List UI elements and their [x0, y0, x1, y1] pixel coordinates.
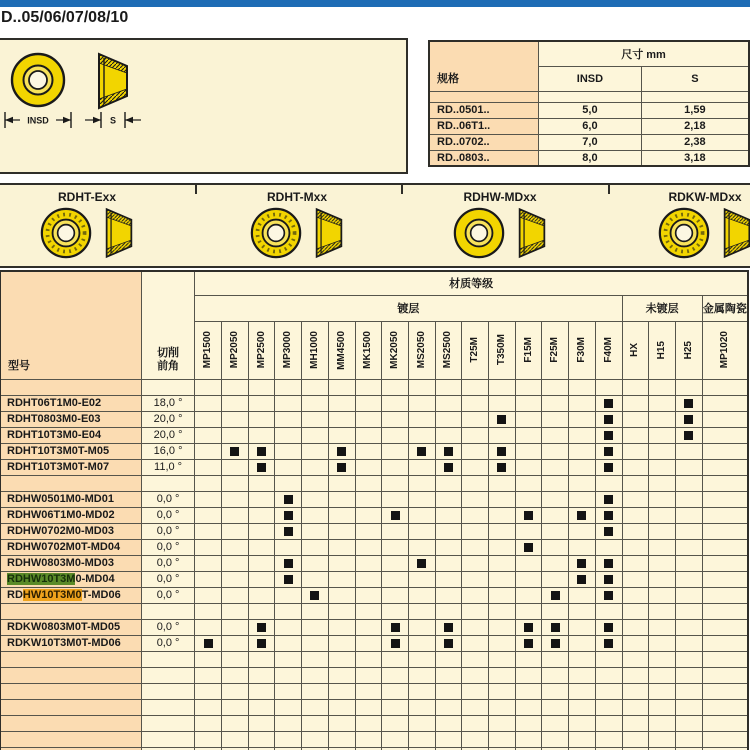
- grade-column-header-f25m: F25M: [542, 321, 569, 379]
- grade-column-header-mm4500: MM4500: [328, 321, 355, 379]
- grade-row: [0, 507, 748, 523]
- grade-row: [0, 555, 748, 571]
- rake-column-header: 切削 前角: [141, 271, 194, 379]
- availability-square: [604, 591, 613, 600]
- section-divider: [401, 185, 403, 194]
- s-dimension-arrow: [84, 112, 142, 133]
- availability-square: [284, 495, 293, 504]
- availability-square: [284, 511, 293, 520]
- grade-column-header-ms2500: MS2500: [435, 321, 462, 379]
- grade-column-header-h15: H15: [649, 321, 676, 379]
- model-cell: RDHT0803M0-E03: [0, 411, 141, 427]
- rake-angle-cell: 20,0 °: [141, 427, 194, 443]
- insert-type-section: [630, 190, 750, 259]
- insd-column-header: INSD: [539, 66, 642, 91]
- size-table-row: RD..06T1.. 6,0 2,18: [429, 118, 749, 134]
- model-cell: RDHT10T3M0T-M05: [0, 443, 141, 459]
- availability-square: [417, 447, 426, 456]
- grade-row: [0, 427, 748, 443]
- section-divider: [608, 185, 610, 194]
- availability-square: [337, 447, 346, 456]
- insert-side-view-drawing: [96, 52, 130, 115]
- empty-row: [0, 683, 748, 699]
- rake-angle-cell: [141, 715, 194, 731]
- grade-column-header-hx: HX: [622, 321, 649, 379]
- availability-square: [604, 495, 613, 504]
- model-cell: [0, 715, 141, 731]
- availability-square: [604, 639, 613, 648]
- dimension-header: 尺寸 mm: [539, 41, 749, 66]
- top-view-shape: [658, 207, 710, 259]
- model-cell: RDKW10T3M0T-MD06: [0, 635, 141, 651]
- grade-row: [0, 523, 748, 539]
- rake-angle-cell: 0,0 °: [141, 539, 194, 555]
- insert-type-drawing: [222, 207, 372, 259]
- model-column-header: 型号: [0, 271, 141, 379]
- orange-search-highlight: HW10T3M0: [22, 589, 82, 601]
- grade-row: [0, 571, 748, 587]
- size-table-row: RD..0702.. 7,0 2,38: [429, 134, 749, 150]
- availability-square: [604, 463, 613, 472]
- availability-square: [257, 463, 266, 472]
- top-view-shape: [10, 52, 66, 108]
- insert-top-view-drawing: [10, 52, 66, 113]
- availability-square: [604, 399, 613, 408]
- availability-square: [604, 431, 613, 440]
- rake-angle-cell: 0,0 °: [141, 555, 194, 571]
- side-view-shape: [314, 207, 344, 259]
- availability-square: [684, 415, 693, 424]
- insd-dimension-arrow: [4, 112, 72, 133]
- grade-row: [0, 635, 748, 651]
- availability-square: [577, 575, 586, 584]
- rake-angle-cell: 0,0 °: [141, 507, 194, 523]
- insert-type-label: RDHT-Exx: [57, 190, 116, 204]
- insert-types-band: [0, 183, 750, 268]
- s-column-header: S: [641, 66, 749, 91]
- page-title: D..05/06/07/08/10: [1, 9, 129, 26]
- availability-square: [577, 511, 586, 520]
- availability-square: [257, 447, 266, 456]
- top-view-shape: [453, 207, 505, 259]
- availability-square: [391, 511, 400, 520]
- grade-column-header-t350m: T350M: [489, 321, 516, 379]
- size-table: [428, 40, 750, 167]
- model-cell: RDHW0702M0T-MD04: [0, 539, 141, 555]
- insert-type-section: [222, 190, 372, 259]
- model-cell: RDHW0501M0-MD01: [0, 491, 141, 507]
- svg-text:INSD: INSD: [27, 115, 49, 126]
- availability-square: [257, 639, 266, 648]
- insert-type-label: RDKW-MDxx: [668, 190, 742, 204]
- model-cell: [0, 683, 141, 699]
- availability-square: [684, 399, 693, 408]
- availability-square: [551, 623, 560, 632]
- empty-row: [0, 603, 748, 619]
- rake-angle-cell: [141, 731, 194, 747]
- rake-angle-cell: 0,0 °: [141, 491, 194, 507]
- uncoated-header: 未镀层: [622, 295, 702, 321]
- rake-angle-cell: [141, 667, 194, 683]
- rake-angle-cell: 20,0 °: [141, 411, 194, 427]
- model-cell: [0, 603, 141, 619]
- availability-square: [337, 463, 346, 472]
- rake-angle-cell: 0,0 °: [141, 619, 194, 635]
- availability-square: [524, 511, 533, 520]
- grade-column-header-mk2050: MK2050: [382, 321, 409, 379]
- availability-square: [524, 623, 533, 632]
- model-cell: RDHW10T3M0-MD04: [0, 571, 141, 587]
- empty-row: [0, 475, 748, 491]
- coated-header: 镀层: [195, 295, 622, 321]
- empty-row: [0, 731, 748, 747]
- rake-angle-cell: [141, 699, 194, 715]
- grade-column-header-f40m: F40M: [595, 321, 622, 379]
- grade-row: [0, 411, 748, 427]
- availability-square: [284, 575, 293, 584]
- availability-square: [444, 447, 453, 456]
- availability-square: [604, 511, 613, 520]
- top-view-shape: [40, 207, 92, 259]
- availability-square: [444, 639, 453, 648]
- availability-square: [551, 591, 560, 600]
- insert-type-drawing: [425, 207, 575, 259]
- grade-row: [0, 539, 748, 555]
- grade-group-header: 材质等级: [195, 271, 748, 295]
- top-accent-bar: [0, 0, 750, 7]
- model-cell: RDHT10T3M0-E04: [0, 427, 141, 443]
- rake-angle-cell: [141, 651, 194, 667]
- availability-square: [604, 447, 613, 456]
- availability-square: [391, 623, 400, 632]
- model-cell: RDKW0803M0T-MD05: [0, 619, 141, 635]
- rake-angle-cell: [141, 475, 194, 491]
- rake-angle-cell: [141, 683, 194, 699]
- availability-square: [524, 543, 533, 552]
- availability-square: [604, 559, 613, 568]
- grade-row: [0, 619, 748, 635]
- availability-square: [497, 447, 506, 456]
- availability-square: [497, 415, 506, 424]
- grade-column-header-mk1500: MK1500: [355, 321, 382, 379]
- insert-type-section: [425, 190, 575, 259]
- rake-angle-cell: 0,0 °: [141, 571, 194, 587]
- grade-column-header-mh1000: MH1000: [302, 321, 329, 379]
- model-cell: RDHT06T1M0-E02: [0, 395, 141, 411]
- empty-row: [0, 699, 748, 715]
- empty-row: [0, 651, 748, 667]
- cermet-header: 金属陶瓷: [702, 295, 748, 321]
- side-view-shape: [722, 207, 750, 259]
- model-cell: [0, 699, 141, 715]
- grade-row: [0, 459, 748, 475]
- model-cell: [0, 731, 141, 747]
- insert-type-label: RDHT-Mxx: [266, 190, 327, 204]
- availability-square: [417, 559, 426, 568]
- rake-angle-cell: 16,0 °: [141, 443, 194, 459]
- size-table-row: RD..0501.. 5,0 1,59: [429, 102, 749, 118]
- grade-column-header-ms2050: MS2050: [408, 321, 435, 379]
- availability-square: [284, 559, 293, 568]
- model-cell: RDHW10T3M0T-MD06: [0, 587, 141, 603]
- rake-angle-cell: [141, 379, 194, 395]
- availability-square: [257, 623, 266, 632]
- side-view-shape: [96, 52, 130, 110]
- svg-text:S: S: [109, 115, 117, 126]
- availability-square: [604, 623, 613, 632]
- rake-angle-cell: 0,0 °: [141, 587, 194, 603]
- grade-column-header-mp2050: MP2050: [222, 321, 249, 379]
- grade-column-header-t25m: T25M: [462, 321, 489, 379]
- rake-angle-cell: 0,0 °: [141, 635, 194, 651]
- availability-square: [524, 639, 533, 648]
- grade-column-header-mp2500: MP2500: [248, 321, 275, 379]
- model-cell: [0, 379, 141, 395]
- rake-angle-cell: 11,0 °: [141, 459, 194, 475]
- model-cell: RDHW0803M0-MD03: [0, 555, 141, 571]
- grade-column-header-h25: H25: [676, 321, 703, 379]
- availability-square: [551, 639, 560, 648]
- availability-square: [444, 623, 453, 632]
- availability-square: [577, 559, 586, 568]
- grade-row: [0, 443, 748, 459]
- grade-column-header-mp1020: MP1020: [702, 321, 748, 379]
- availability-square: [284, 527, 293, 536]
- insert-type-label: RDHW-MDxx: [463, 190, 537, 204]
- side-view-shape: [517, 207, 547, 259]
- model-cell: [0, 667, 141, 683]
- availability-square: [604, 415, 613, 424]
- rake-angle-cell: 18,0 °: [141, 395, 194, 411]
- size-table-row: RD..0803.. 8,0 3,18: [429, 150, 749, 166]
- grade-row: [0, 587, 748, 603]
- grade-column-header-mp3000: MP3000: [275, 321, 302, 379]
- model-cell: [0, 651, 141, 667]
- grade-row: [0, 491, 748, 507]
- model-cell: RDHT10T3M0T-M07: [0, 459, 141, 475]
- grade-column-header-mp1500: MP1500: [195, 321, 222, 379]
- model-cell: RDHW06T1M0-MD02: [0, 507, 141, 523]
- empty-row: [0, 379, 748, 395]
- insert-type-drawing: [12, 207, 162, 259]
- green-search-highlight: RDHW10T3M: [7, 573, 76, 585]
- insert-type-drawing: [630, 207, 750, 259]
- availability-square: [497, 463, 506, 472]
- top-view-shape: [250, 207, 302, 259]
- grade-column-header-f15m: F15M: [515, 321, 542, 379]
- grade-availability-table: [0, 270, 749, 750]
- spec-header: 规格: [429, 41, 539, 91]
- availability-square: [230, 447, 239, 456]
- model-cell: RDHW0702M0-MD03: [0, 523, 141, 539]
- grade-column-header-f30m: F30M: [569, 321, 596, 379]
- insert-dimension-diagram: [0, 38, 408, 174]
- availability-square: [204, 639, 213, 648]
- blank-row: [429, 91, 749, 102]
- availability-square: [444, 463, 453, 472]
- availability-square: [310, 591, 319, 600]
- availability-square: [684, 431, 693, 440]
- grade-row: [0, 395, 748, 411]
- rake-angle-cell: [141, 603, 194, 619]
- model-cell: [0, 475, 141, 491]
- empty-row: [0, 715, 748, 731]
- availability-square: [391, 639, 400, 648]
- availability-square: [604, 527, 613, 536]
- availability-square: [604, 575, 613, 584]
- side-view-shape: [104, 207, 134, 259]
- empty-row: [0, 667, 748, 683]
- insert-type-section: [12, 190, 162, 259]
- section-divider: [195, 185, 197, 194]
- rake-angle-cell: 0,0 °: [141, 523, 194, 539]
